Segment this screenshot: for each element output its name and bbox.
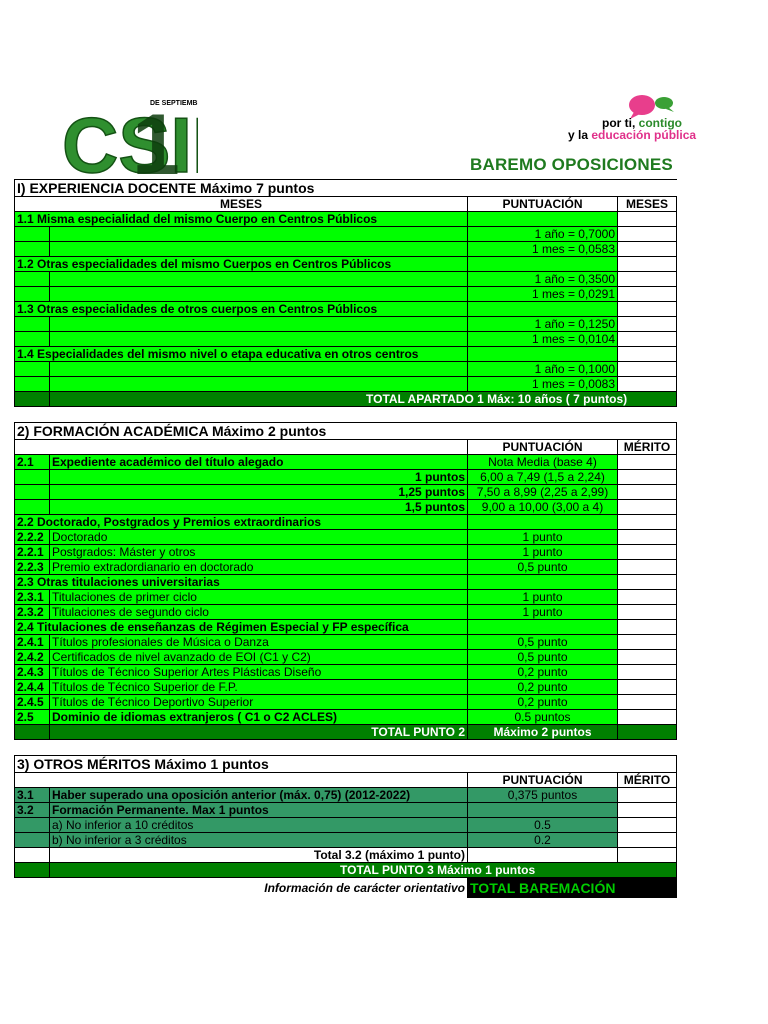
subtotal-label: Total 3.2 (máximo 1 punto) — [50, 848, 468, 863]
merito-input-cell[interactable] — [618, 635, 677, 650]
merito-input-cell[interactable] — [618, 590, 677, 605]
meses-input-cell[interactable] — [618, 332, 677, 347]
csif-letters: CSI — [62, 101, 193, 178]
expediente-range-row — [15, 485, 677, 500]
merito-input-cell[interactable] — [618, 788, 677, 803]
oposicion-row: 3.1 Haber superado una oposición anterior (máx. 0,75) (2012-2022) 0,375 puntos — [15, 788, 677, 803]
section-1-total: TOTAL APARTADO 1 Máx: 10 años ( 7 puntos) — [50, 392, 677, 407]
merito-input-cell[interactable] — [618, 515, 677, 530]
meses-input-cell[interactable] — [618, 317, 677, 332]
meses-input-cell[interactable] — [618, 257, 677, 272]
group-title: 1.4 Especialidades del mismo nivel o etapa educativa en otros centros — [15, 347, 468, 362]
merito-input-cell[interactable] — [618, 803, 677, 818]
merito-input-cell[interactable] — [618, 818, 677, 833]
merito-input-cell[interactable] — [618, 833, 677, 848]
csif-numeral: 1 — [132, 97, 180, 178]
table-row: 2.4.5 Títulos de Técnico Deportivo Superior 0,2 punto — [15, 695, 677, 710]
expediente-range-row — [15, 500, 677, 515]
section-2-total-label: TOTAL PUNTO 2 — [50, 725, 468, 740]
merito-input-cell[interactable] — [618, 710, 677, 725]
merito-input-cell[interactable] — [618, 620, 677, 635]
meses-input-cell[interactable] — [618, 287, 677, 302]
group-1-2-year-row — [15, 272, 677, 287]
group-1-2-title-row — [15, 257, 677, 272]
meses-input-cell[interactable] — [618, 302, 677, 317]
years-input-cell[interactable] — [50, 317, 468, 332]
merito-input-cell[interactable] — [618, 650, 677, 665]
orientative-info: Información de carácter orientativo — [264, 880, 465, 895]
group-1-3-title-row — [15, 302, 677, 317]
merito-input-cell[interactable] — [618, 455, 677, 470]
csif-logo — [62, 94, 198, 178]
group-1-4-title-row — [15, 347, 677, 362]
col-puntuacion-header: PUNTUACIÓN — [468, 440, 618, 455]
education-campaign-logo — [566, 92, 746, 144]
meses-input-cell[interactable] — [618, 227, 677, 242]
months-input-cell[interactable] — [50, 377, 468, 392]
years-input-cell[interactable] — [50, 227, 468, 242]
row-label: Expediente académico del título alegado — [50, 455, 468, 470]
months-input-cell[interactable] — [50, 332, 468, 347]
col-meses2-header: MESES — [618, 197, 677, 212]
months-input-cell[interactable] — [50, 287, 468, 302]
col-meses-header: MESES — [15, 197, 468, 212]
col-puntuacion-header: PUNTUACIÓN — [468, 773, 618, 788]
col-puntuacion-header: PUNTUACIÓN — [468, 197, 618, 212]
table-row: 2.4.1 Títulos profesionales de Música o Danza 0,5 punto — [15, 635, 677, 650]
merito-input-cell[interactable] — [618, 545, 677, 560]
range-points: 1,25 puntos — [50, 485, 468, 500]
subtotal-row — [15, 848, 677, 863]
merito-input-cell[interactable] — [618, 530, 677, 545]
merito-input-cell[interactable] — [618, 500, 677, 515]
meses-input-cell[interactable] — [618, 362, 677, 377]
formacion-row: 3.2 Formación Permanente. Max 1 puntos — [15, 803, 677, 818]
group-1-1-year-row — [15, 227, 677, 242]
table-row: 2.3.2 Titulaciones de segundo ciclo 1 punto — [15, 605, 677, 620]
table-row: 2.3.1 Titulaciones de primer ciclo 1 punto — [15, 590, 677, 605]
table-row: 2.4.4 Títulos de Técnico Superior de F.P. 0,2 punto — [15, 680, 677, 695]
baremo-sheet — [14, 179, 677, 898]
section-3-total: TOTAL PUNTO 3 Máximo 1 puntos — [50, 863, 677, 878]
range-points: 1 puntos — [50, 470, 468, 485]
section-1-total-row — [15, 392, 677, 407]
range-value: 9,00 a 10,00 (3,00 a 4) — [468, 500, 618, 515]
merito-input-cell[interactable] — [618, 680, 677, 695]
merito-input-cell[interactable] — [618, 695, 677, 710]
range-points: 1,5 puntos — [50, 500, 468, 515]
month-value: 1 mes = 0,0083 — [468, 377, 618, 392]
row-value: Nota Media (base 4) — [468, 455, 618, 470]
section-2-total-value: Máximo 2 puntos — [468, 725, 618, 740]
year-value: 1 año = 0,1250 — [468, 317, 618, 332]
group-title: 1.2 Otras especialidades del mismo Cuerpos en Centros Públicos — [15, 257, 468, 272]
col-merito-header: MÉRITO — [618, 773, 677, 788]
section-1-column-headers — [15, 197, 677, 212]
group-1-3-year-row — [15, 317, 677, 332]
col-merito-header: MÉRITO — [618, 440, 677, 455]
universitarias-title-row — [15, 575, 677, 590]
year-value: 1 año = 0,7000 — [468, 227, 618, 242]
table-row: 2.2.1 Postgrados: Máster y otros 1 punto — [15, 545, 677, 560]
group-1-1-title-row — [15, 212, 677, 227]
month-value: 1 mes = 0,0291 — [468, 287, 618, 302]
table-row: 2.4.2 Certificados de nivel avanzado de EOI (C1 y C2) 0,5 punto — [15, 650, 677, 665]
slogan-line-2: y la educación pública — [568, 128, 697, 142]
page-title: BAREMO OPOSICIONES — [470, 155, 673, 174]
year-value: 1 año = 0,3500 — [468, 272, 618, 287]
section-2-header: 2) FORMACIÓN ACADÉMICA Máximo 2 puntos — [15, 423, 677, 440]
csif-tagline: DE SEPTIEMB — [150, 100, 198, 107]
slogan-line-1: por ti, contigo — [602, 116, 682, 130]
section-1-header: I) EXPERIENCIA DOCENTE Máximo 7 puntos — [15, 180, 677, 197]
meses-input-cell[interactable] — [618, 212, 677, 227]
meses-input-cell[interactable] — [618, 242, 677, 257]
merito-input-cell[interactable] — [618, 485, 677, 500]
group-title: 2.2 Doctorado, Postgrados y Premios extraordinarios — [15, 515, 468, 530]
section-3-total-row — [15, 863, 677, 878]
range-value: 7,50 a 8,99 (2,25 a 2,99) — [468, 485, 618, 500]
section-2-total-row — [15, 725, 677, 740]
table-row: 2.4.3 Títulos de Técnico Superior Artes Plásticas Diseño 0,2 punto — [15, 665, 677, 680]
expediente-row — [15, 455, 677, 470]
years-input-cell[interactable] — [50, 272, 468, 287]
group-1-2-month-row — [15, 287, 677, 302]
years-input-cell[interactable] — [50, 362, 468, 377]
merito-input-cell[interactable] — [618, 560, 677, 575]
month-value: 1 mes = 0,0583 — [468, 242, 618, 257]
section-2-total-cell — [618, 725, 677, 740]
table-row: b) No inferior a 3 créditos 0.2 — [15, 833, 677, 848]
group-1-3-month-row — [15, 332, 677, 347]
merito-input-cell[interactable] — [618, 665, 677, 680]
row-code: 2.1 — [15, 455, 50, 470]
merito-input-cell[interactable] — [618, 575, 677, 590]
meses-input-cell[interactable] — [618, 347, 677, 362]
csif-logo-graphic — [62, 94, 198, 178]
section-1-header-row — [15, 180, 677, 197]
section-3-header-row — [15, 756, 677, 773]
month-value: 1 mes = 0,0104 — [468, 332, 618, 347]
section-3-header: 3) OTROS MÉRITOS Máximo 1 puntos — [15, 756, 677, 773]
total-baremacion: TOTAL BAREMACIÓN — [468, 878, 677, 898]
subtotal-input-cell[interactable] — [468, 848, 618, 863]
doctorado-title-row — [15, 515, 677, 530]
idiomas-row: 2.5 Dominio de idiomas extranjeros ( C1 o C2 ACLES) 0.5 puntos — [15, 710, 677, 725]
merito-input-cell[interactable] — [618, 470, 677, 485]
group-1-4-year-row — [15, 362, 677, 377]
regimen-especial-title-row — [15, 620, 677, 635]
year-value: 1 año = 0,1000 — [468, 362, 618, 377]
grand-total-row — [15, 878, 677, 898]
range-value: 6,00 a 7,49 (1,5 a 2,24) — [468, 470, 618, 485]
meses-input-cell[interactable] — [618, 377, 677, 392]
section-2-header-row — [15, 423, 677, 440]
group-title: 2.3 Otras titulaciones universitarias — [15, 575, 468, 590]
group-1-1-month-row — [15, 242, 677, 257]
section-3-column-headers — [15, 773, 677, 788]
table-row: 2.2.3 Premio extradordianario en doctorado 0,5 punto — [15, 560, 677, 575]
merito-input-cell[interactable] — [618, 605, 677, 620]
table-row: a) No inferior a 10 créditos 0.5 — [15, 818, 677, 833]
group-title: 1.3 Otras especialidades de otros cuerpos en Centros Públicos — [15, 302, 468, 317]
expediente-range-row — [15, 470, 677, 485]
meses-input-cell[interactable] — [618, 272, 677, 287]
months-input-cell[interactable] — [50, 242, 468, 257]
table-row: 2.2.2 Doctorado 1 punto — [15, 530, 677, 545]
group-title: 1.1 Misma especialidad del mismo Cuerpo en Centros Públicos — [15, 212, 468, 227]
group-1-4-month-row — [15, 377, 677, 392]
group-title: 2.4 Titulaciones de enseñanzas de Régimen Especial y FP específica — [15, 620, 468, 635]
section-2-column-headers — [15, 440, 677, 455]
